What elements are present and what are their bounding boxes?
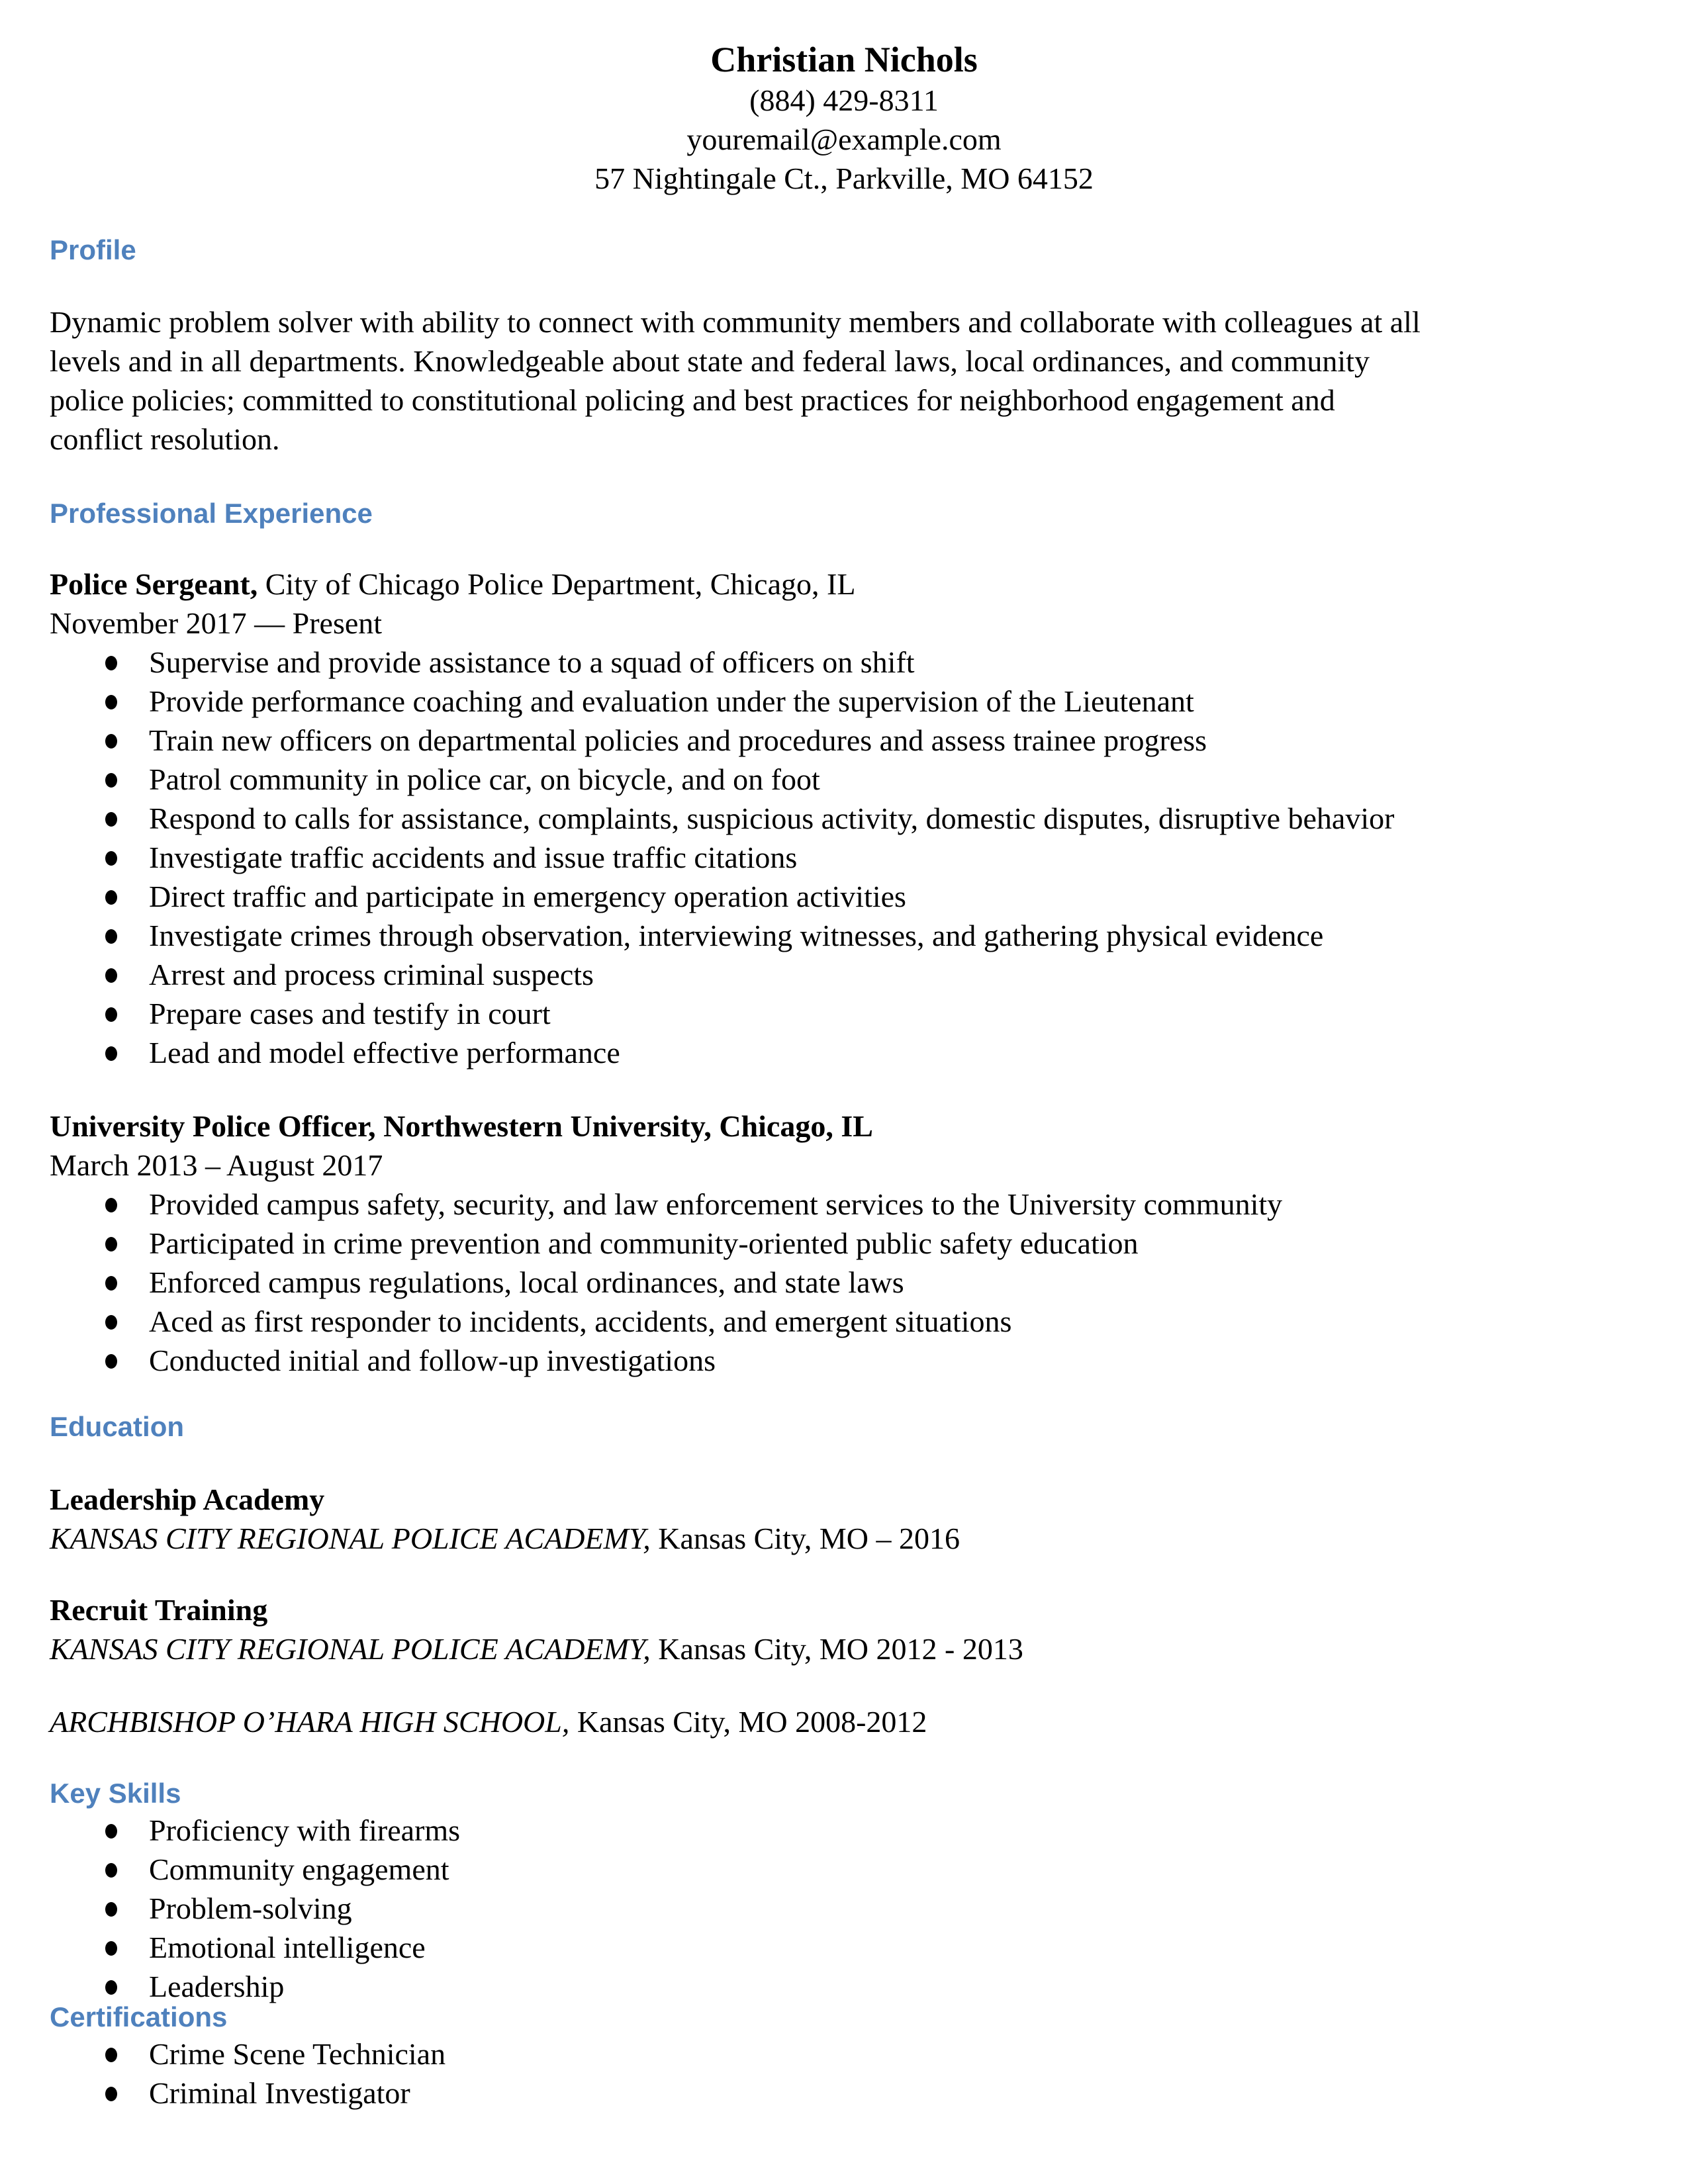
bullet-icon <box>105 1237 117 1251</box>
education-institution: KANSAS CITY REGIONAL POLICE ACADEMY, Kansas City, MO 2012 - 2013 <box>50 1632 1023 1666</box>
bullet-icon <box>105 1980 117 1995</box>
job-university-police-officer <box>50 1107 1645 1380</box>
bullet-icon <box>105 695 117 709</box>
bullet-icon <box>105 1198 117 1212</box>
profile-line: police policies; committed to constitutional policing and best practices for neighborhood engagement and <box>50 383 1335 417</box>
bullet-icon <box>105 851 117 866</box>
profile-line: levels and in all departments. Knowledgeable about state and federal laws, local ordinances, and community <box>50 344 1370 378</box>
bullet-icon <box>105 1046 117 1061</box>
list-item: Problem-solving <box>50 1889 1645 1928</box>
list-item: Respond to calls for assistance, complaints, suspicious activity, domestic disputes, disruptive behavior <box>50 799 1645 838</box>
list-item: Patrol community in police car, on bicycle, and on foot <box>50 760 1645 799</box>
education-entry-high-school <box>50 1702 1645 1741</box>
skills-section <box>50 1811 1645 2006</box>
bullet-icon <box>105 1315 117 1330</box>
mailing-address: 57 Nightingale Ct., Parkville, MO 64152 <box>594 161 1094 195</box>
list-item: Provided campus safety, security, and law enforcement services to the University community <box>50 1185 1645 1224</box>
job-title: Police Sergeant, <box>50 567 258 601</box>
bullet-icon <box>105 1941 117 1956</box>
list-item: Provide performance coaching and evaluation under the supervision of the Lieutenant <box>50 682 1645 721</box>
job-police-sergeant <box>50 565 1645 1072</box>
education-institution: KANSAS CITY REGIONAL POLICE ACADEMY, Kansas City, MO – 2016 <box>50 1522 960 1555</box>
list-item: Participated in crime prevention and community-oriented public safety education <box>50 1224 1645 1263</box>
job-duties-list <box>50 1185 1645 1380</box>
education-institution: ARCHBISHOP O’HARA HIGH SCHOOL, Kansas City, MO 2008-2012 <box>50 1705 927 1739</box>
bullet-icon <box>105 890 117 905</box>
education-entry-recruit <box>50 1590 1645 1668</box>
list-item: Crime Scene Technician <box>50 2034 1645 2073</box>
list-item: Investigate crimes through observation, interviewing witnesses, and gathering physical evidence <box>50 916 1645 955</box>
skills-heading: Key Skills <box>50 1778 181 1809</box>
bullet-icon <box>105 968 117 983</box>
profile-line: Dynamic problem solver with ability to connect with community members and collaborate with colleagues at all <box>50 305 1421 339</box>
bullet-icon <box>105 1863 117 1878</box>
list-item: Emotional intelligence <box>50 1928 1645 1967</box>
bullet-icon <box>105 773 117 788</box>
education-heading: Education <box>50 1411 185 1442</box>
bullet-icon <box>105 656 117 670</box>
job-dates: March 2013 – August 2017 <box>50 1148 383 1182</box>
bullet-icon <box>105 2087 117 2101</box>
certifications-section <box>50 2034 1645 2113</box>
list-item: Train new officers on departmental policies and procedures and assess trainee progress <box>50 721 1645 760</box>
list-item: Proficiency with firearms <box>50 1811 1645 1850</box>
profile-line: conflict resolution. <box>50 422 280 456</box>
certifications-list <box>50 2034 1645 2113</box>
skills-list <box>50 1811 1645 2006</box>
job-dates: November 2017 — Present <box>50 606 383 640</box>
bullet-icon <box>105 929 117 944</box>
list-item: Arrest and process criminal suspects <box>50 955 1645 994</box>
list-item: Criminal Investigator <box>50 2073 1645 2113</box>
list-item: Leadership <box>50 1967 1645 2006</box>
bullet-icon <box>105 1354 117 1369</box>
bullet-icon <box>105 1824 117 1839</box>
list-item: Investigate traffic accidents and issue traffic citations <box>50 838 1645 877</box>
list-item: Community engagement <box>50 1850 1645 1889</box>
bullet-icon <box>105 1007 117 1022</box>
contact-header <box>0 38 1688 198</box>
email-address: youremail@example.com <box>686 122 1002 156</box>
job-title: University Police Officer, Northwestern University, Chicago, IL <box>50 1109 873 1143</box>
phone-number: (884) 429-8311 <box>749 83 939 117</box>
job-organization: City of Chicago Police Department, Chicago, IL <box>258 567 856 601</box>
bullet-icon <box>105 812 117 827</box>
list-item: Prepare cases and testify in court <box>50 994 1645 1033</box>
education-program: Leadership Academy <box>50 1482 325 1516</box>
profile-summary <box>50 302 1645 459</box>
list-item: Supervise and provide assistance to a squad of officers on shift <box>50 643 1645 682</box>
list-item: Conducted initial and follow-up investigations <box>50 1341 1645 1380</box>
bullet-icon <box>105 1276 117 1291</box>
job-duties-list <box>50 643 1645 1072</box>
job-header <box>50 565 1645 604</box>
bullet-icon <box>105 1902 117 1917</box>
list-item: Lead and model effective performance <box>50 1033 1645 1072</box>
certifications-heading: Certifications <box>50 2001 228 2032</box>
profile-heading: Profile <box>50 234 136 265</box>
education-program: Recruit Training <box>50 1593 268 1627</box>
list-item: Direct traffic and participate in emergency operation activities <box>50 877 1645 916</box>
education-entry-leadership <box>50 1480 1645 1558</box>
bullet-icon <box>105 734 117 749</box>
list-item: Aced as first responder to incidents, accidents, and emergent situations <box>50 1302 1645 1341</box>
experience-heading: Professional Experience <box>50 498 373 529</box>
list-item: Enforced campus regulations, local ordinances, and state laws <box>50 1263 1645 1302</box>
bullet-icon <box>105 2048 117 2062</box>
candidate-name: Christian Nichols <box>710 40 978 79</box>
